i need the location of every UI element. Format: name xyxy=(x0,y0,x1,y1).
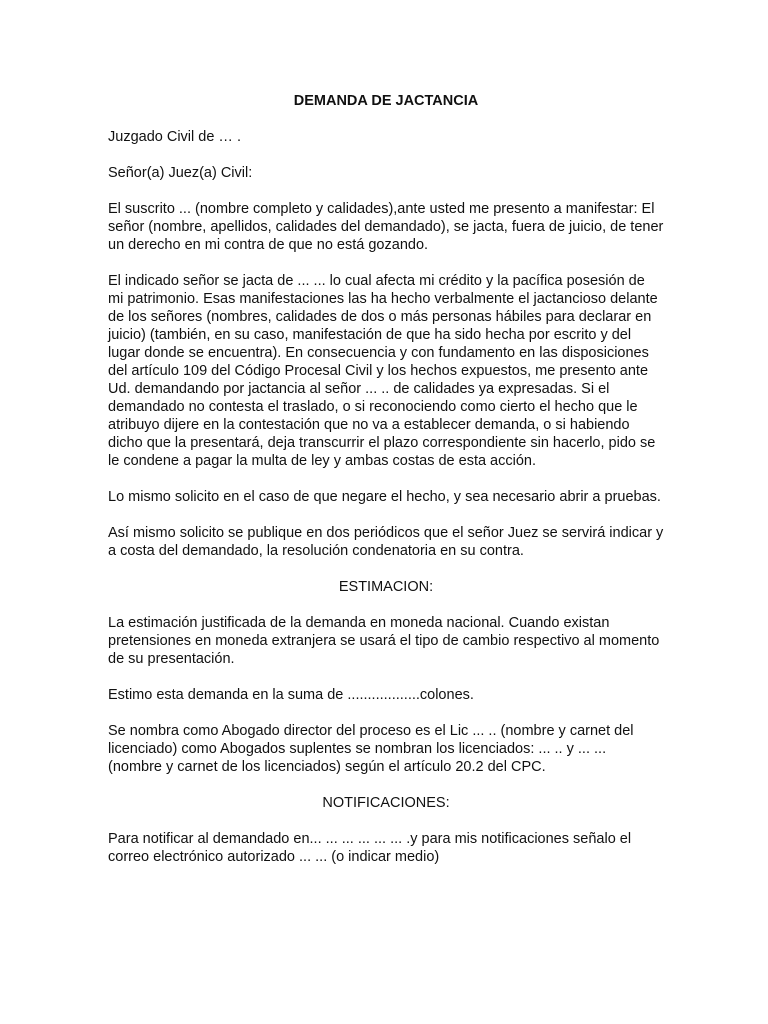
paragraph-request-proof: Lo mismo solicito en el caso de que negare el hecho, y sea necesario abrir a pruebas. xyxy=(108,489,661,505)
document-page xyxy=(108,92,664,884)
paragraph-facts: El indicado señor se jacta de ... ... lo cual afecta mi crédito y la pacífica posesión de mi patrimonio. Esas manifestaciones las ha hecho verbalmente el jactancioso delante de los señores (nombres, calidades de dos o más personas hábiles para declarar en juicio) (también, en su caso, manifestación de que ha sido hecha por escrito y del lugar donde se encuentra). En consecuencia y con fundamento en las disposiciones del artículo 109 del Código Procesal Civil y los hechos expuestos, me presento ante Ud. demandando por jactancia al señor ... .. de calidades ya expresadas. Si el demandado no contesta el traslado, o si reconociendo como cierto el hecho que le atribuyo dijere en la contestación que no va a establecer demanda, o si habiendo dicho que la presentará, deja transcurrir el plazo correspondiente sin hacerlo, pido se le condene a pagar la multa de ley y ambas costas de esta acción. xyxy=(108,273,658,469)
heading-notificaciones: NOTIFICACIONES: xyxy=(322,795,450,811)
heading-estimacion: ESTIMACION: xyxy=(338,579,434,595)
paragraph-lawyers: Se nombra como Abogado director del proceso es el Lic ... .. (nombre y carnet del licenciado) como Abogados suplentes se nombran los licenciados: ... .. y ... ... (nombre y carnet de los licenciados) según el artículo 20.2 del CPC. xyxy=(108,723,634,775)
paragraph-publication: Así mismo solicito se publique en dos periódicos que el señor Juez se servirá indicar y a costa del demandado, la resolución condenatoria en su contra. xyxy=(108,525,664,559)
document-title: DEMANDA DE JACTANCIA xyxy=(293,93,479,109)
paragraph-intro: El suscrito ... (nombre completo y calidades),ante usted me presento a manifestar: El señor (nombre, apellidos, calidades del demandado), se jacta, fuera de juicio, de tener un derecho en mi contra de que no está gozando. xyxy=(108,201,664,253)
salutation-line: Señor(a) Juez(a) Civil: xyxy=(108,165,253,181)
paragraph-estimation-amount: Estimo esta demanda en la suma de ..................colones. xyxy=(108,687,474,703)
court-line: Juzgado Civil de … . xyxy=(108,129,241,145)
paragraph-notifications: Para notificar al demandado en... ... ... ... ... ... .y para mis notificaciones señalo el correo electrónico autorizado ... ... (o indicar medio) xyxy=(108,831,632,865)
paragraph-estimation-justified: La estimación justificada de la demanda en moneda nacional. Cuando existan pretensiones en moneda extranjera se usará el tipo de cambio respectivo al momento de su presentación. xyxy=(108,615,660,667)
